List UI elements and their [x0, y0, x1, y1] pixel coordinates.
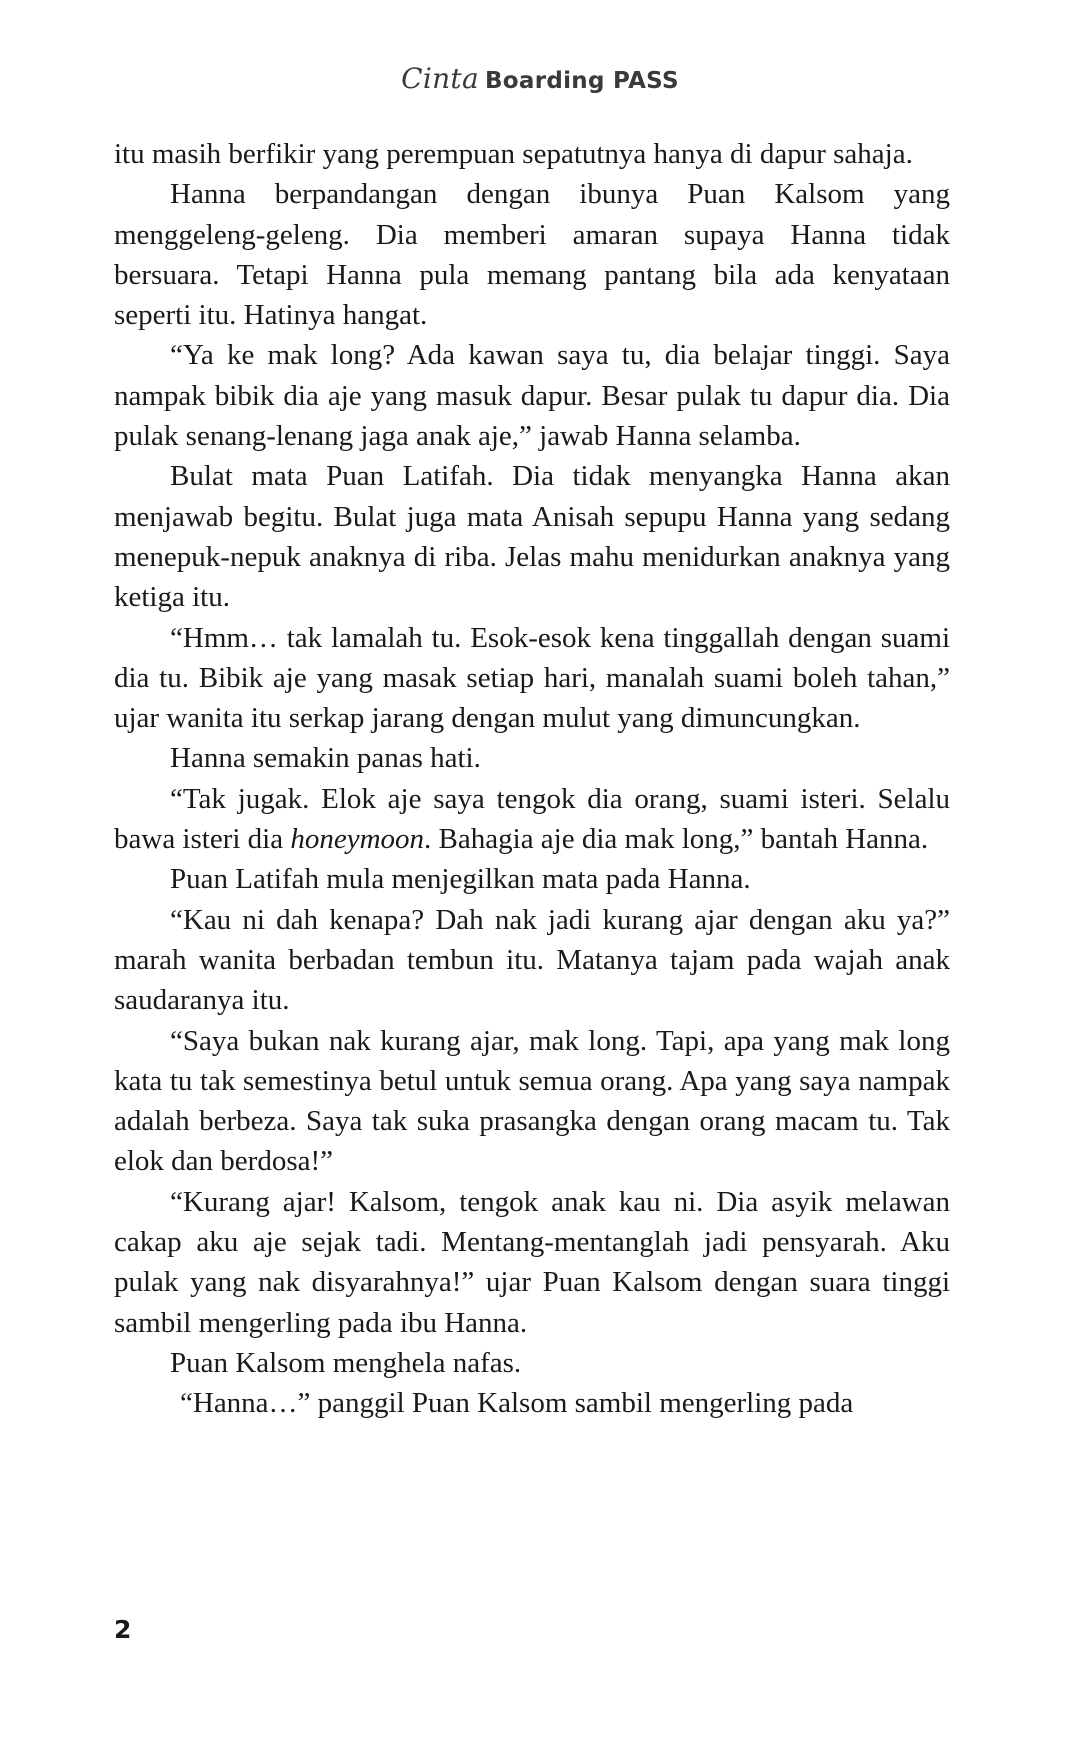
- page-number: 2: [114, 1615, 132, 1644]
- paragraph: “Kau ni dah kenapa? Dah nak jadi kurang ajar dengan aku ya?” marah wanita berbadan tembun itu. Matanya tajam pada wajah anak saudaranya itu.: [114, 903, 950, 1017]
- paragraph: Hanna semakin panas hati.: [170, 742, 481, 775]
- header-title: Boarding PASS: [484, 68, 679, 94]
- body-text: [114, 134, 950, 1424]
- paragraph: Hanna berpandangan dengan ibunya Puan Kalsom yang menggeleng-geleng. Dia memberi amaran supaya Hanna tidak bersuara. Tetapi Hanna pula memang pantang bila ada kenyataan seperti itu. Hatinya hangat.: [114, 178, 950, 332]
- paragraph: “Hanna…” panggil Puan Kalsom sambil mengerling pada: [180, 1387, 854, 1420]
- paragraph: “Tak jugak. Elok aje saya tengok dia orang, suami isteri. Selalu bawa isteri dia honeymoon. Bahagia aje dia mak long,” bantah Hanna.: [114, 782, 950, 856]
- header-script-word: Cinta: [401, 62, 479, 95]
- paragraph: Puan Kalsom menghela nafas.: [170, 1346, 522, 1379]
- paragraph: Puan Latifah mula menjegilkan mata pada Hanna.: [170, 863, 751, 896]
- paragraph: itu masih berfikir yang perempuan sepatutnya hanya di dapur sahaja.: [114, 138, 913, 170]
- paragraph: “Saya bukan nak kurang ajar, mak long. Tapi, apa yang mak long kata tu tak semestinya betul untuk semua orang. Apa yang saya nampak adalah berbeza. Saya tak suka prasangka dengan orang macam tu. Tak elok dan berdosa!”: [114, 1024, 950, 1178]
- paragraph: “Hmm… tak lamalah tu. Esok-esok kena tinggallah dengan suami dia tu. Bibik aje yang masak setiap hari, manalah suami boleh tahan,” ujar wanita itu serkap jarang dengan mulut yang dimuncungkan.: [114, 621, 950, 735]
- paragraph: Bulat mata Puan Latifah. Dia tidak menyangka Hanna akan menjawab begitu. Bulat juga mata Anisah sepupu Hanna yang sedang menepuk-nepuk anaknya di riba. Jelas mahu menidurkan anaknya yang ketiga itu.: [114, 460, 950, 614]
- paragraph: “Ya ke mak long? Ada kawan saya tu, dia belajar tinggi. Saya nampak bibik dia aje yang masuk dapur. Besar pulak tu dapur dia. Dia pulak senang-lenang jaga anak aje,” jawab Hanna selamba.: [114, 339, 950, 453]
- running-header: [0, 62, 1080, 95]
- italic-term: honeymoon: [290, 823, 425, 856]
- paragraph: “Kurang ajar! Kalsom, tengok anak kau ni. Dia asyik melawan cakap aku aje sejak tadi. Mentang-mentanglah jadi pensyarah. Aku pulak yang nak disyarahnya!” ujar Puan Kalsom dengan suara tinggi sambil mengerling pada ibu Hanna.: [114, 1185, 950, 1339]
